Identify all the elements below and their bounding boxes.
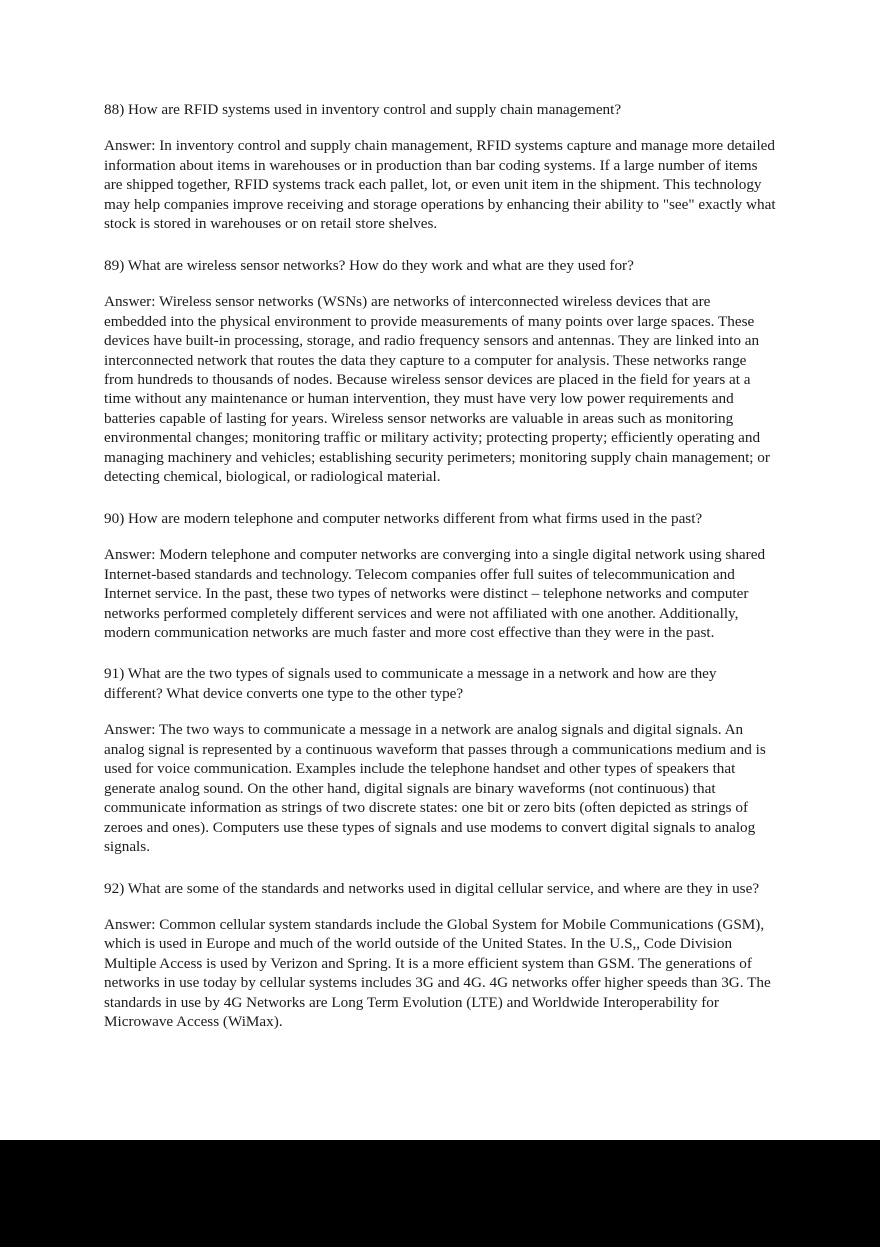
- qa-block: [104, 664, 776, 856]
- question-answer-spacer: [104, 275, 776, 292]
- answer-text: Answer: Common cellular system standards include the Global System for Mobile Communications (GSM), which is used in Europe and much of the world outside of the United States. In the U.S,, Code Division Multiple Access is used by Verizon and Spring. It is a more efficient system than GSM. The generations of networks in use today by cellular systems includes 3G and 4G. 4G networks offer higher speeds than 3G. The standards in use by 4G Networks are Long Term Evolution (LTE) and Worldwide Interoperability for Microwave Access (WiMax).: [104, 915, 771, 1031]
- qa-block: [104, 100, 776, 234]
- question-text: 91) What are the two types of signals used to communicate a message in a network and how are they different? What device converts one type to the other type?: [104, 665, 717, 702]
- document-body: [104, 100, 776, 1054]
- qa-block: [104, 256, 776, 487]
- answer-text: Answer: Modern telephone and computer networks are converging into a single digital network using shared Internet-based standards and technology. Telecom companies offer full suites of telecommunication and Internet service. In the past, these two types of networks were distinct – telephone networks and computer networks performed completely different services and were not affiliated with one another. Additionally, modern communication networks are much faster and more cost effective than they were in the past.: [104, 546, 766, 641]
- page-bottom-band: [0, 1140, 880, 1247]
- question-text: 90) How are modern telephone and computer networks different from what firms used in the past?: [104, 509, 703, 527]
- question-answer-spacer: [104, 898, 776, 915]
- question-text: 92) What are some of the standards and networks used in digital cellular service, and where are they in use?: [104, 879, 760, 897]
- answer-text: Answer: The two ways to communicate a message in a network are analog signals and digital signals. An analog signal is represented by a continuous waveform that passes through a communications medium and is used for voice communication. Examples include the telephone handset and other types of speakers that generate analog sound. On the other hand, digital signals are binary waveforms (not continuous) that communicate information as strings of two discrete states: one bit or zero bits (often depicted as strings of zeroes and ones). Computers use these types of signals and use modems to convert digital signals to analog signals.: [104, 721, 766, 856]
- answer-text: Answer: In inventory control and supply chain management, RFID systems capture and manage more detailed information about items in warehouses or in production than bar coding systems. If a large number of items are shipped together, RFID systems track each pallet, lot, or even unit item in the shipment. This technology may help companies improve receiving and storage operations by enhancing their ability to "see" exactly what stock is stored in warehouses or on retail store shelves.: [104, 137, 776, 233]
- qa-block: [104, 879, 776, 1032]
- answer-text: Answer: Wireless sensor networks (WSNs) are networks of interconnected wireless devices that are embedded into the physical environment to provide measurements of many points over large spaces. These devices have built-in processing, storage, and radio frequency sensors and antennas. They are linked into an interconnected network that routes the data they capture to a computer for analysis. These networks range from hundreds to thousands of nodes. Because wireless sensor devices are placed in the field for years at a time without any maintenance or human intervention, they must have very low power requirements and batteries capable of lasting for years. Wireless sensor networks are valuable in areas such as monitoring environmental changes; monitoring traffic or military activity; protecting property; efficiently operating and managing machinery and vehicles; establishing security perimeters; monitoring supply chain management; or detecting chemical, biological, or radiological material.: [104, 293, 770, 486]
- question-answer-spacer: [104, 703, 776, 720]
- question-answer-spacer: [104, 119, 776, 136]
- qa-block: [104, 509, 776, 643]
- question-answer-spacer: [104, 528, 776, 545]
- question-text: 88) How are RFID systems used in inventory control and supply chain management?: [104, 101, 622, 118]
- question-text: 89) What are wireless sensor networks? How do they work and what are they used for?: [104, 256, 634, 274]
